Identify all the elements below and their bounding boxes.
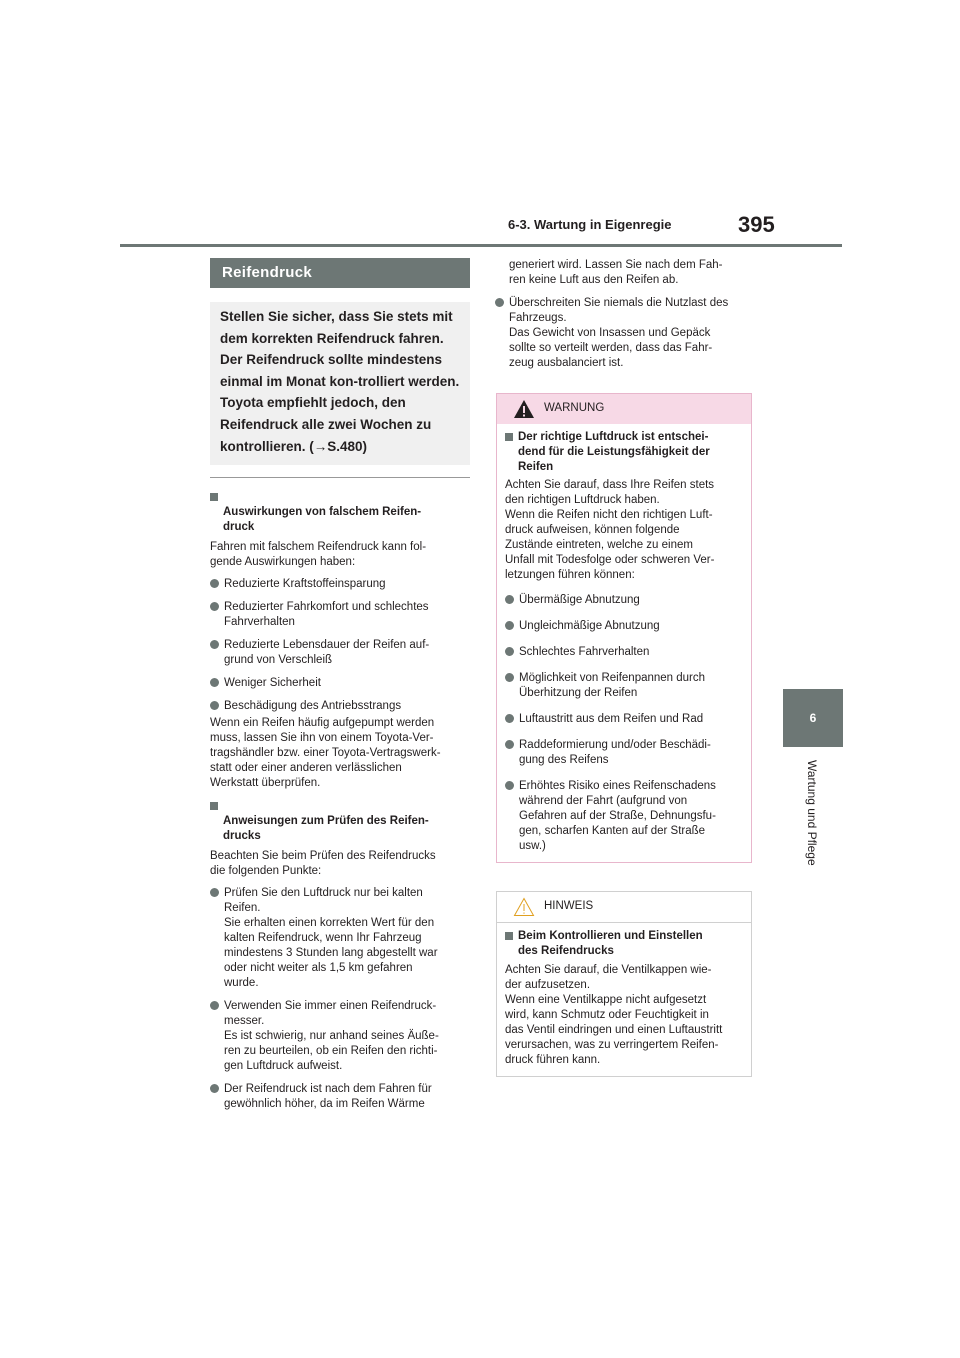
notice-label: HINWEIS xyxy=(544,900,594,912)
warning-list xyxy=(505,593,743,854)
circle-bullet-icon xyxy=(505,647,514,656)
notice-body xyxy=(497,923,751,1076)
warning-heading: Der richtige Luftdruck ist entschei- dend für die Leistungsfähigkeit der Reifen xyxy=(505,430,743,475)
list-item: Möglichkeit von Reifenpannen durch Überhitzung der Reifen xyxy=(505,671,743,701)
list-item: Der Reifendruck ist nach dem Fahren für gewöhnlich höher, da im Reifen Wärme xyxy=(210,1082,470,1112)
effects-heading: Auswirkungen von falschem Reifen- druck xyxy=(210,490,470,535)
list-item: Überschreiten Sie niemals die Nutzlast des Fahrzeugs. Das Gewicht von Insassen und Gepäck sollte so verteilt werden, dass das Fahr- zeug ausbalanciert ist. xyxy=(495,296,752,371)
list-item: Beschädigung des Antriebsstrangs xyxy=(210,699,470,714)
warning-label: WARNUNG xyxy=(544,402,605,414)
square-bullet-icon xyxy=(210,802,218,810)
list-item: Weniger Sicherheit xyxy=(210,676,470,691)
caution-triangle-icon xyxy=(513,897,535,917)
list-item: Übermäßige Abnutzung xyxy=(505,593,743,608)
instructions-heading: Anweisungen zum Prüfen des Reifen- drucks xyxy=(210,799,470,844)
circle-bullet-icon xyxy=(210,701,219,710)
warning-body xyxy=(497,424,751,862)
circle-bullet-icon xyxy=(505,621,514,630)
intro-box: Stellen Sie sicher, dass Sie stets mit dem korrekten Reifendruck fahren. Der Reifendruck sollte mindestens einmal im Monat kon-trolliert werden. Toyota empfiehlt jedoch, den Reifendruck alle zwei Wochen zu kontrollieren. (→S.480) xyxy=(210,302,470,465)
list-item: Reduzierte Lebensdauer der Reifen auf- grund von Verschleiß xyxy=(210,638,470,668)
circle-bullet-icon xyxy=(505,673,514,682)
circle-bullet-icon xyxy=(210,1001,219,1010)
warning-box xyxy=(496,393,752,863)
circle-bullet-icon xyxy=(495,298,504,307)
warning-header xyxy=(497,394,751,424)
warning-triangle-icon xyxy=(513,399,535,419)
circle-bullet-icon xyxy=(505,714,514,723)
list-item: Schlechtes Fahrverhalten xyxy=(505,645,743,660)
list-item: Erhöhtes Risiko eines Reifenschadens während der Fahrt (aufgrund von Gefahren auf der Straße, Dehnungsfu- gen, scharfen Kanten auf der Straße usw.) xyxy=(505,779,743,854)
notice-header xyxy=(497,892,751,923)
section-title: 6-3. Wartung in Eigenregie xyxy=(508,217,672,232)
square-bullet-icon xyxy=(505,932,513,940)
warning-text: Achten Sie darauf, dass Ihre Reifen stets den richtigen Luftdruck haben. Wenn die Reifen nicht den richtigen Luft- druck aufweisen, können folgende Zustände eintreten, welche zu einem Unfall mit Todesfolge oder schweren Ver- letzungen führen können: xyxy=(505,479,715,581)
list-item: Raddeformierung und/oder Beschädi- gung des Reifens xyxy=(505,738,743,768)
list-item: Verwenden Sie immer einen Reifendruck- messer. Es ist schwierig, nur anhand seines Äuße- ren zu beurteilen, ob ein Reifen den richti- gen Luftdruck aufweist. xyxy=(210,999,470,1074)
list-item: Reduzierte Kraftstoffeinsparung xyxy=(210,577,470,592)
continuation-text: generiert wird. Lassen Sie nach dem Fah- ren keine Luft aus den Reifen ab. xyxy=(509,259,723,286)
circle-bullet-icon xyxy=(210,1084,219,1093)
instructions-text: Beachten Sie beim Prüfen des Reifendrucks die folgenden Punkte: xyxy=(210,850,436,878)
circle-bullet-icon xyxy=(210,579,219,588)
list-item: Ungleichmäßige Abnutzung xyxy=(505,619,743,634)
chapter-tab[interactable]: 6 xyxy=(783,689,843,747)
effects-after-text: Wenn ein Reifen häufig aufgepumpt werden muss, lassen Sie ihn von einem Toyota-Ver- tragshändler bzw. einer Toyota-Vertragswerk- statt oder einer anderen verlässlichen Werkstatt überprüfen. xyxy=(210,717,441,790)
notice-text: Achten Sie darauf, die Ventilkappen wie- der aufzusetzen. Wenn eine Ventilkappe nicht aufgesetzt wird, kann Schmutz oder Feuchtigkeit in das Ventil eindringen und einen Luftaustritt verursachen, was zu verringertem Reifen- druck führen kann. xyxy=(505,964,723,1066)
page-number: 395 xyxy=(738,212,775,237)
circle-bullet-icon xyxy=(505,781,514,790)
circle-bullet-icon xyxy=(505,740,514,749)
square-bullet-icon xyxy=(210,493,218,501)
circle-bullet-icon xyxy=(210,602,219,611)
intro-divider xyxy=(210,477,470,478)
square-bullet-icon xyxy=(505,433,513,441)
circle-bullet-icon xyxy=(210,640,219,649)
right-column xyxy=(495,258,752,371)
page-title: Reifendruck xyxy=(210,258,470,288)
notice-box xyxy=(496,891,752,1077)
circle-bullet-icon xyxy=(210,888,219,897)
chapter-title: Wartung und Pflege xyxy=(805,760,819,866)
notice-heading: Beim Kontrollieren und Einstellen des Reifendrucks xyxy=(505,929,743,959)
instructions-list xyxy=(210,886,470,1112)
header-divider xyxy=(120,244,842,247)
list-item: Luftaustritt aus dem Reifen und Rad xyxy=(505,712,743,727)
list-item: Reduzierter Fahrkomfort und schlechtes Fahrverhalten xyxy=(210,600,470,630)
effects-list xyxy=(210,577,470,714)
circle-bullet-icon xyxy=(505,595,514,604)
left-column xyxy=(210,258,470,1112)
effects-text: Fahren mit falschem Reifendruck kann fol- gende Auswirkungen haben: xyxy=(210,541,427,569)
circle-bullet-icon xyxy=(210,678,219,687)
list-item: Prüfen Sie den Luftdruck nur bei kalten Reifen. Sie erhalten einen korrekten Wert für den kalten Reifendruck, wenn Ihr Fahrzeug mindestens 3 Stunden lang abgestellt war oder nicht weiter als 1,5 km gefahren wurde. xyxy=(210,886,470,991)
